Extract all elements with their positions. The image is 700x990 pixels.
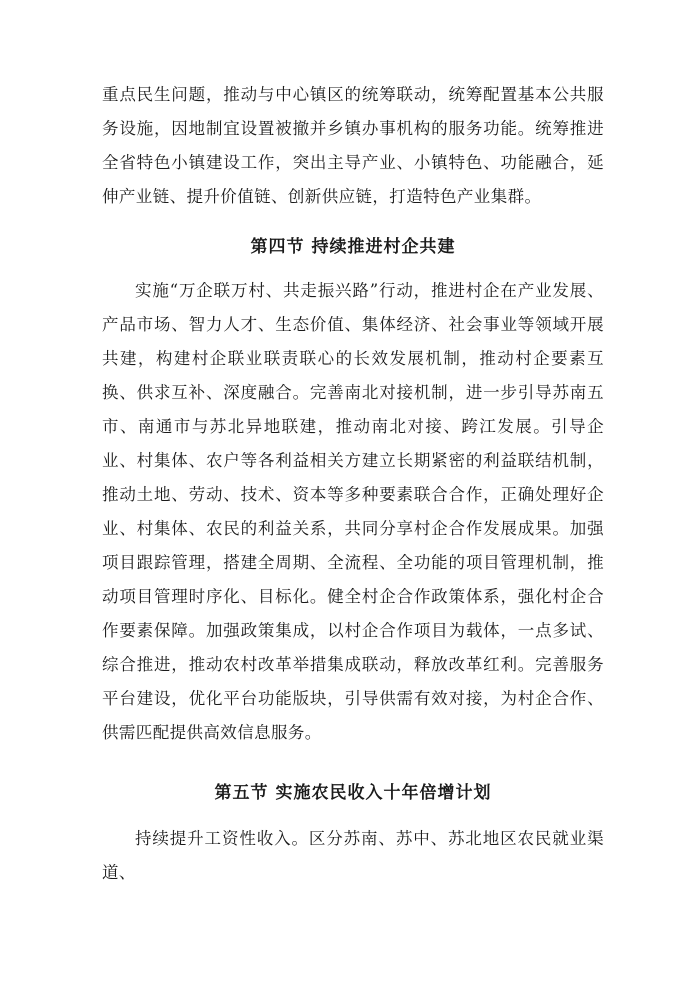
section-heading-4: 第四节 持续推进村企共建	[250, 237, 456, 257]
paragraph-village-enterprise-cooperation: 实施“万企联万村、共走振兴路”行动，推进村企在产业发展、产品市场、智力人才、生态价值、集体经济、社会事业等领域开展共建，构建村企联业联责联心的长效发展机制，推动村企要素互换、供求互补、深度融合。完善南北对接机制，进一步引导苏南五市、南通市与苏北异地联建，推动南北对接、跨江发展。引导企业、村集体、农户等各利益相关方建立长期紧密的利益联结机制，推动土地、劳动、技术、资本等多种要素联合合作，正确处理好企业、村集体、农民的利益关系，共同分享村企合作发展成果。加强项目跟踪管理，搭建全周期、全流程、全功能的项目管理机制，推动项目管理时序化、目标化。健全村企合作政策体系，强化村企合作要素保障。加强政策集成，以村企合作项目为载体，一点多试、综合推进，推动农村改革举措集成联动，释放改革红利。完善服务平台建设，优化平台功能版块，引导供需有效对接，为村企合作、供需匹配提供高效信息服务。	[102, 281, 604, 742]
spacer	[102, 750, 604, 776]
paragraph-farmer-income-plan: 持续提升工资性收入。区分苏南、苏中、苏北地区农民就业渠道、	[102, 829, 604, 882]
spacer	[102, 810, 604, 822]
section-heading-5: 第五节 实施农民收入十年倍增计划	[214, 783, 492, 803]
spacer	[102, 214, 604, 230]
spacer	[102, 264, 604, 274]
document-body	[102, 78, 604, 890]
paragraph-continued-special-towns: 重点民生问题，推动与中心镇区的统筹联动，统筹配置基本公共服务设施，因地制宜设置被撤并乡镇办事机构的服务功能。统筹推进全省特色小镇建设工作，突出主导产业、小镇特色、功能融合，延伸产业链、提升价值链、创新供应链，打造特色产业集群。	[102, 85, 604, 206]
